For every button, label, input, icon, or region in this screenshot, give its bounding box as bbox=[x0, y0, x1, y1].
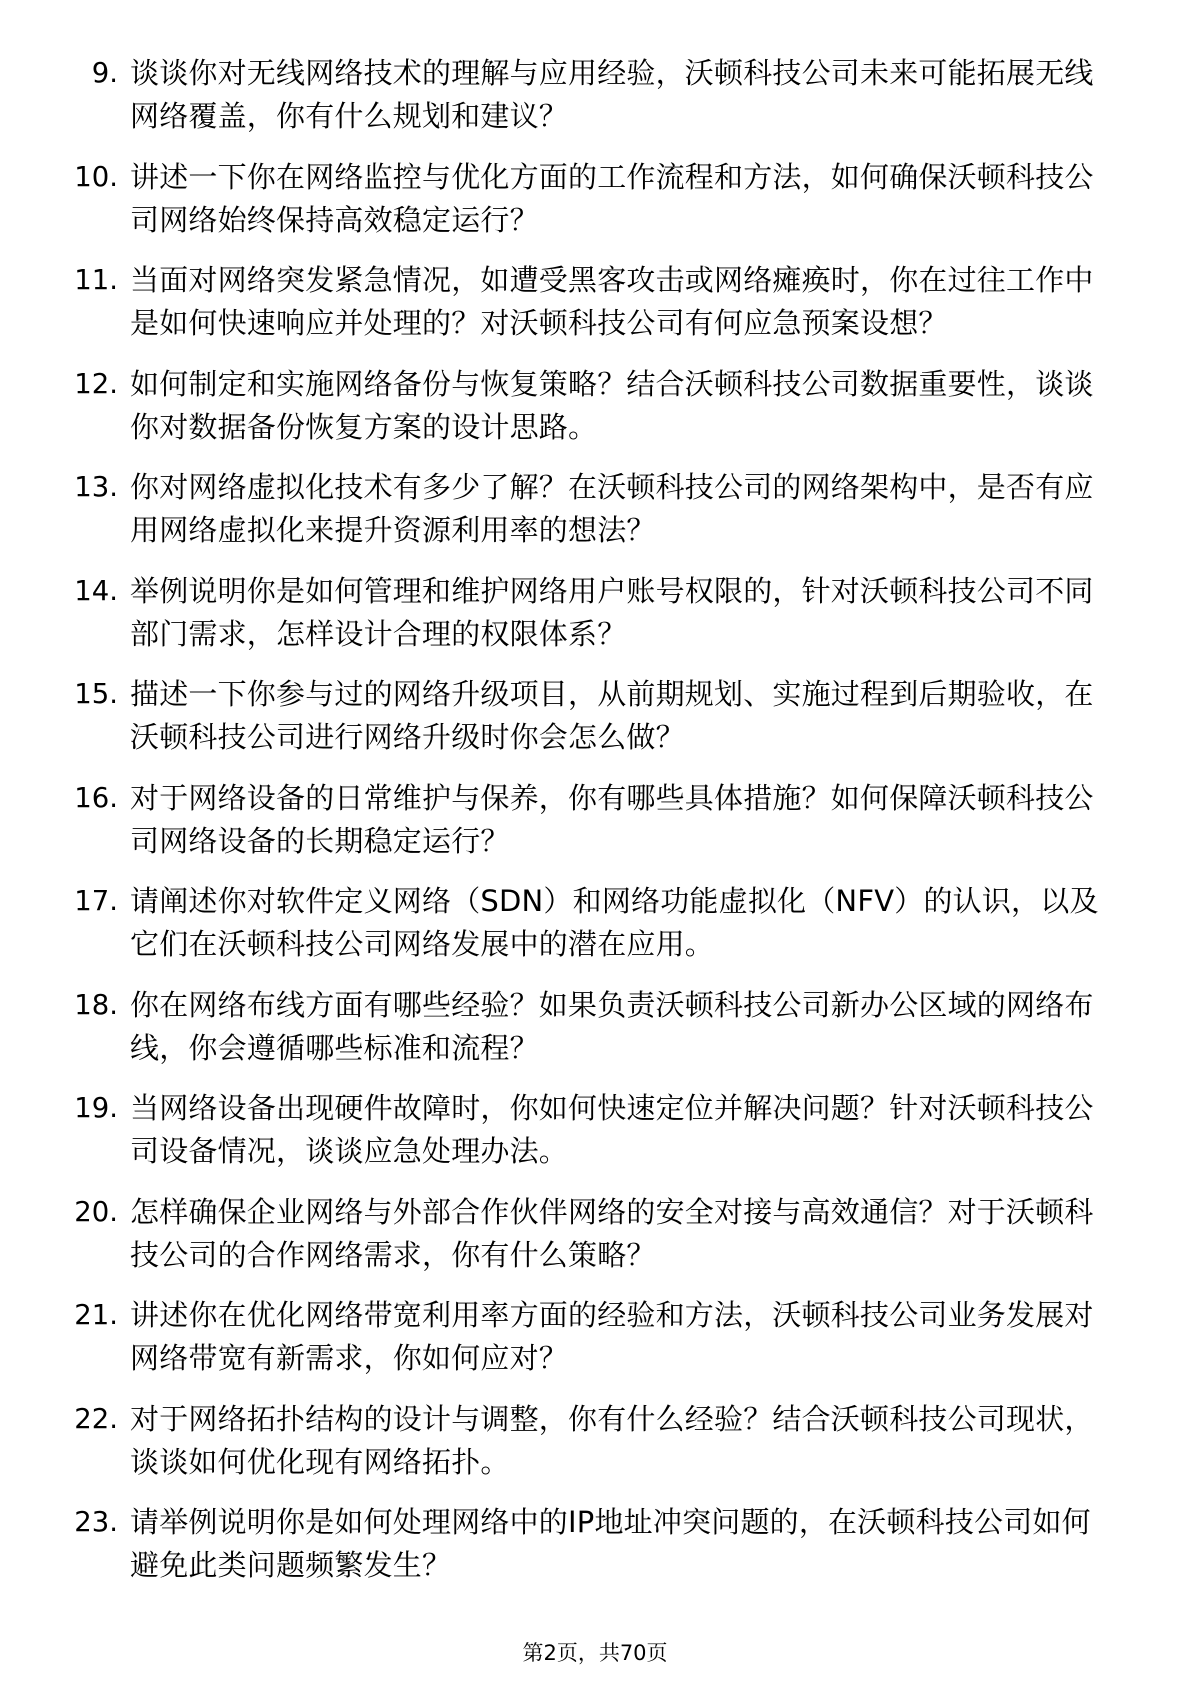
question-item bbox=[0, 880, 1190, 966]
question-number: 13. bbox=[74, 471, 118, 503]
question-item bbox=[0, 673, 1190, 759]
question-text: 当网络设备出现硬件故障时，你如何快速定位并解决问题？针对沃顿科技公司设备情况，谈谈应急处理办法。 bbox=[130, 1091, 1094, 1168]
question-number: 15. bbox=[74, 678, 118, 710]
question-item bbox=[0, 1501, 1190, 1587]
question-item bbox=[0, 259, 1190, 345]
question-item bbox=[0, 1398, 1190, 1484]
question-number: 18. bbox=[74, 988, 118, 1021]
question-number: 23. bbox=[74, 1506, 118, 1538]
question-text: 讲述一下你在网络监控与优化方面的工作流程和方法，如何确保沃顿科技公司网络始终保持高效稳定运行？ bbox=[130, 159, 1094, 237]
page-number-label: 第2页，共70页 bbox=[522, 1641, 668, 1665]
question-number: 14. bbox=[74, 574, 118, 607]
question-item bbox=[0, 570, 1190, 656]
question-item bbox=[0, 777, 1190, 863]
question-text: 你在网络布线方面有哪些经验？如果负责沃顿科技公司新办公区域的网络布线，你会遵循哪些标准和流程？ bbox=[130, 987, 1094, 1065]
question-number: 21. bbox=[74, 1299, 118, 1331]
question-number: 10. bbox=[74, 160, 118, 193]
question-item bbox=[0, 363, 1190, 449]
question-text: 对于网络拓扑结构的设计与调整，你有什么经验？结合沃顿科技公司现状，谈谈如何优化现有网络拓扑。 bbox=[130, 1401, 1094, 1479]
question-text: 举例说明你是如何管理和维护网络用户账号权限的，针对沃顿科技公司不同部门需求，怎样设计合理的权限体系？ bbox=[130, 573, 1094, 651]
question-number: 11. bbox=[74, 264, 118, 296]
question-number: 12. bbox=[74, 367, 118, 400]
question-text: 描述一下你参与过的网络升级项目，从前期规划、实施过程到后期验收，在沃顿科技公司进行网络升级时你会怎么做？ bbox=[130, 677, 1094, 754]
question-number: 17. bbox=[74, 885, 118, 917]
question-text: 请举例说明你是如何处理网络中的IP地址冲突问题的，在沃顿科技公司如何避免此类问题频繁发生？ bbox=[130, 1505, 1091, 1582]
question-number: 9. bbox=[91, 57, 118, 89]
question-item bbox=[0, 466, 1190, 552]
question-number: 16. bbox=[74, 781, 118, 814]
question-item bbox=[0, 52, 1190, 138]
question-text: 谈谈你对无线网络技术的理解与应用经验，沃顿科技公司未来可能拓展无线网络覆盖，你有什么规划和建议？ bbox=[130, 56, 1094, 133]
question-number: 20. bbox=[74, 1195, 118, 1228]
question-item bbox=[0, 984, 1190, 1070]
question-item bbox=[0, 1087, 1190, 1173]
question-text: 请阐述你对软件定义网络（SDN）和网络功能虚拟化（NFV）的认识，以及它们在沃顿科技公司网络发展中的潜在应用。 bbox=[130, 884, 1099, 961]
question-text: 当面对网络突发紧急情况，如遭受黑客攻击或网络瘫痪时，你在过往工作中是如何快速响应并处理的？对沃顿科技公司有何应急预案设想？ bbox=[130, 263, 1094, 340]
page-footer bbox=[0, 1640, 1190, 1666]
question-text: 如何制定和实施网络备份与恢复策略？结合沃顿科技公司数据重要性，谈谈你对数据备份恢复方案的设计思路。 bbox=[130, 366, 1094, 444]
question-list bbox=[0, 52, 1190, 1605]
question-item bbox=[0, 156, 1190, 242]
question-number: 19. bbox=[74, 1092, 118, 1124]
question-text: 你对网络虚拟化技术有多少了解？在沃顿科技公司的网络架构中，是否有应用网络虚拟化来提升资源利用率的想法？ bbox=[130, 470, 1094, 547]
question-item bbox=[0, 1191, 1190, 1277]
question-item bbox=[0, 1294, 1190, 1380]
question-text: 讲述你在优化网络带宽利用率方面的经验和方法，沃顿科技公司业务发展对网络带宽有新需求，你如何应对？ bbox=[130, 1298, 1094, 1375]
question-text: 对于网络设备的日常维护与保养，你有哪些具体措施？如何保障沃顿科技公司网络设备的长期稳定运行？ bbox=[130, 780, 1094, 858]
question-text: 怎样确保企业网络与外部合作伙伴网络的安全对接与高效通信？对于沃顿科技公司的合作网络需求，你有什么策略？ bbox=[130, 1194, 1094, 1272]
question-number: 22. bbox=[74, 1402, 118, 1435]
